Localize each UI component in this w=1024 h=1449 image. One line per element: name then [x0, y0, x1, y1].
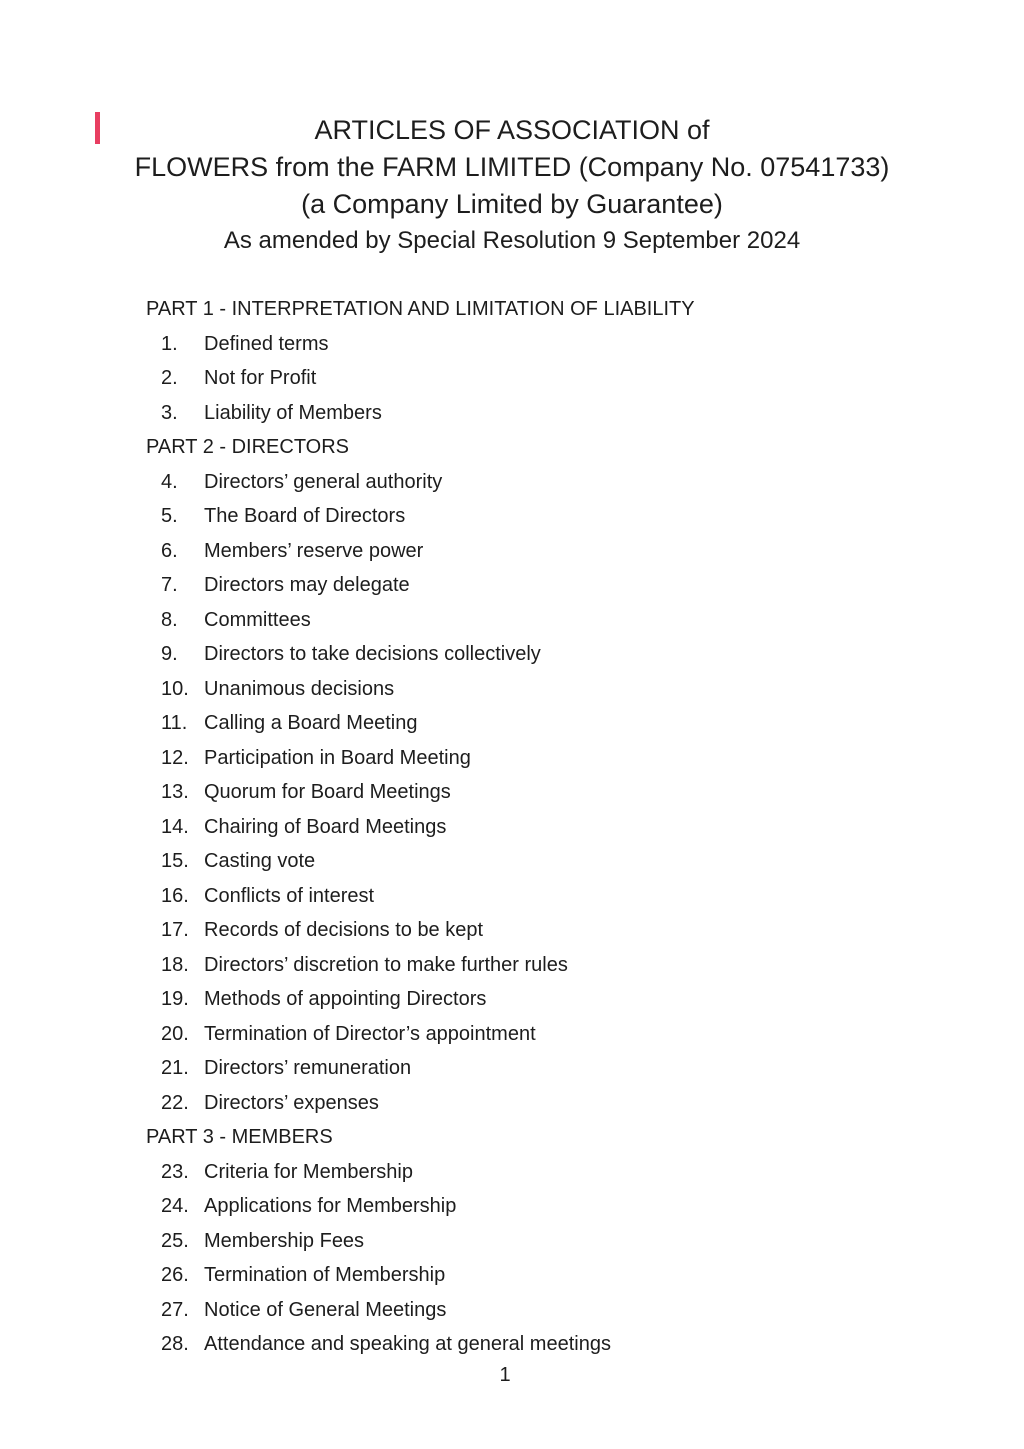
toc-item — [146, 465, 976, 500]
part-heading: PART 3 - MEMBERS — [146, 1126, 333, 1148]
toc-item-number: 19. — [161, 988, 189, 1010]
toc-item-number: 14. — [161, 815, 189, 838]
toc-item-number: 11. — [161, 712, 188, 734]
toc-item — [146, 672, 976, 707]
toc-item-label: Directors’ expenses — [204, 1091, 379, 1114]
page-number: 1 — [499, 1364, 511, 1386]
document-title-block — [0, 112, 1024, 258]
toc-item-number: 6. — [161, 539, 178, 562]
toc-item-label: Committees — [204, 608, 311, 631]
toc-item-label: The Board of Directors — [204, 505, 406, 527]
toc-item-number: 22. — [161, 1091, 189, 1114]
toc-item — [146, 741, 976, 776]
toc-item-label: Quorum for Board Meetings — [204, 781, 451, 803]
toc-item-label: Criteria for Membership — [204, 1160, 413, 1183]
toc-item-number: 13. — [161, 781, 189, 803]
toc-item-label: Directors’ remuneration — [204, 1057, 412, 1079]
doc-title-line-1: ARTICLES OF ASSOCIATION of — [314, 115, 710, 145]
toc-item-number: 16. — [161, 884, 189, 907]
toc-item — [146, 913, 976, 948]
toc-item-number: 24. — [161, 1195, 189, 1217]
toc-item-label: Liability of Members — [204, 401, 382, 424]
toc-item-number: 7. — [161, 574, 178, 596]
toc-item-label: Applications for Membership — [204, 1195, 457, 1217]
toc-item-number: 23. — [161, 1160, 189, 1183]
toc-item-number: 3. — [161, 401, 178, 424]
toc-item — [146, 706, 976, 741]
toc-item — [146, 361, 976, 396]
toc-item-number: 10. — [161, 677, 189, 700]
toc-item-number: 17. — [161, 919, 189, 941]
toc-item-number: 28. — [161, 1333, 189, 1355]
toc-item — [146, 396, 976, 431]
toc-item-number: 26. — [161, 1264, 189, 1286]
toc-item — [146, 1017, 976, 1052]
toc-item-label: Directors’ general authority — [204, 470, 443, 493]
toc-item-label: Defined terms — [204, 332, 329, 355]
doc-title-line-3: (a Company Limited by Guarantee) — [301, 189, 723, 219]
toc-item-label: Participation in Board Meeting — [204, 746, 471, 769]
toc-item-number: 4. — [161, 470, 178, 493]
toc-item — [146, 1224, 976, 1259]
toc-item-label: Notice of General Meetings — [204, 1298, 447, 1321]
toc-item-label: Casting vote — [204, 850, 316, 872]
toc-item-label: Termination of Director’s appointment — [204, 1022, 536, 1045]
part-heading: PART 2 - DIRECTORS — [146, 436, 350, 458]
doc-title-line-4: As amended by Special Resolution 9 September 2024 — [223, 227, 801, 254]
toc-item-number: 2. — [161, 367, 178, 389]
toc-item — [146, 1051, 976, 1086]
toc-item-number: 1. — [161, 332, 178, 355]
toc-item — [146, 879, 976, 914]
toc-item-number: 18. — [161, 953, 189, 976]
toc-item-number: 12. — [161, 746, 189, 769]
toc-item-label: Conflicts of interest — [204, 884, 375, 907]
doc-title-line-2: FLOWERS from the FARM LIMITED (Company No. 07541733) — [134, 152, 890, 182]
toc-item-label: Not for Profit — [204, 367, 317, 389]
toc-item-number: 27. — [161, 1298, 189, 1321]
toc-item — [146, 327, 976, 362]
toc-item-label: Methods of appointing Directors — [204, 988, 487, 1010]
toc-item — [146, 1293, 976, 1328]
toc-item-label: Directors to take decisions collectively — [204, 643, 541, 665]
part-heading: PART 1 - INTERPRETATION AND LIMITATION OF LIABILITY — [146, 298, 695, 320]
toc-item — [146, 1258, 976, 1293]
toc-item-label: Members’ reserve power — [204, 539, 424, 562]
toc-item-number: 20. — [161, 1022, 189, 1045]
toc-item — [146, 534, 976, 569]
toc-item — [146, 603, 976, 638]
toc-item — [146, 948, 976, 983]
toc-item-label: Records of decisions to be kept — [204, 919, 484, 941]
toc-item — [146, 1155, 976, 1190]
toc-item-number: 5. — [161, 505, 178, 527]
toc-item — [146, 1189, 976, 1224]
toc-item-label: Directors may delegate — [204, 574, 410, 596]
toc-item-number: 21. — [161, 1057, 189, 1079]
toc-item-number: 25. — [161, 1229, 189, 1252]
toc-item-label: Attendance and speaking at general meetings — [204, 1333, 611, 1355]
toc-item — [146, 637, 976, 672]
toc-item — [146, 982, 976, 1017]
toc-item — [146, 1086, 976, 1121]
toc-item — [146, 1327, 976, 1362]
toc-item — [146, 844, 976, 879]
toc-item — [146, 568, 976, 603]
toc-item-label: Membership Fees — [204, 1229, 365, 1252]
toc-item-label: Unanimous decisions — [204, 677, 395, 700]
toc-item-label: Chairing of Board Meetings — [204, 815, 447, 838]
toc-item-number: 9. — [161, 643, 178, 665]
toc-item-number: 15. — [161, 850, 189, 872]
toc-item-label: Directors’ discretion to make further rules — [204, 953, 568, 976]
toc-item — [146, 810, 976, 845]
toc-item-number: 8. — [161, 608, 178, 631]
toc-item-label: Termination of Membership — [204, 1264, 446, 1286]
table-of-contents — [146, 292, 976, 1362]
toc-item — [146, 499, 976, 534]
toc-item — [146, 775, 976, 810]
toc-item-label: Calling a Board Meeting — [204, 712, 418, 734]
